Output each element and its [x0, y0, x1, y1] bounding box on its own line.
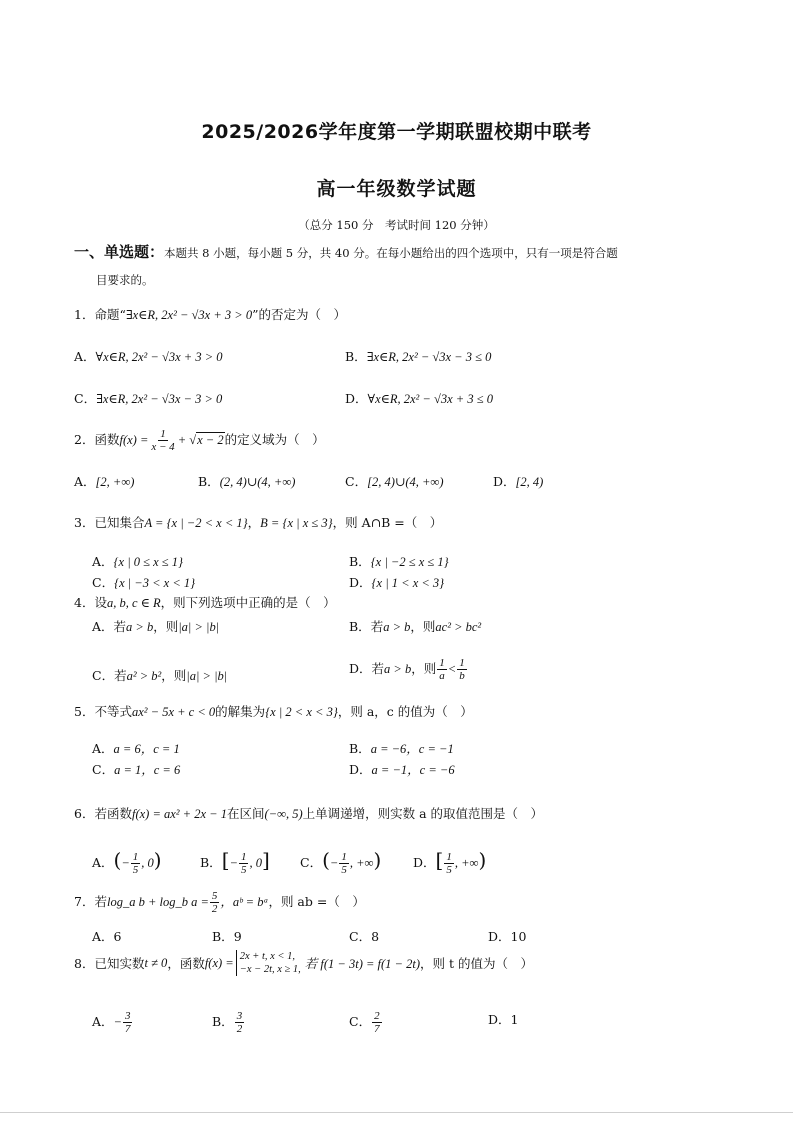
- radicand: x − 2: [197, 433, 224, 447]
- stem-math: + √: [177, 433, 197, 447]
- stem-text: 上单调递增，则实数 a 的取值范围是（ ）: [302, 806, 544, 821]
- fraction-numerator: 1: [446, 851, 452, 863]
- option-2a[interactable]: [74, 472, 134, 490]
- option-7c[interactable]: [349, 927, 379, 945]
- option-text: a = 1，c = 6: [114, 763, 181, 777]
- option-text: 8: [371, 929, 380, 944]
- option-text: a = −6，c = −1: [370, 742, 454, 756]
- question-number: 3．: [74, 515, 95, 530]
- option-4a[interactable]: [92, 617, 219, 635]
- option-7b[interactable]: [212, 927, 242, 945]
- exam-subject-title: 高一年级数学试题: [316, 178, 477, 200]
- option-label: D．: [488, 929, 511, 944]
- option-math: a > b: [383, 620, 411, 634]
- option-1d[interactable]: [345, 389, 493, 407]
- fraction-numerator: 1: [160, 428, 166, 440]
- fraction-denominator: 5: [240, 864, 247, 876]
- option-label: A．: [92, 554, 114, 569]
- fraction-denominator: x − 4: [151, 441, 175, 453]
- option-math: a > b: [384, 662, 412, 676]
- fraction-numerator: 1: [439, 657, 445, 669]
- option-text: a = −1，c = −6: [371, 763, 455, 777]
- stem-text: 命题“: [94, 307, 126, 322]
- option-5b[interactable]: [349, 739, 454, 757]
- option-label: C．: [300, 855, 323, 870]
- option-label: B．: [200, 855, 222, 870]
- bracket: [: [435, 848, 444, 872]
- option-text: 6: [113, 929, 122, 944]
- exam-info: （总分 150 分 考试时间 120 分钟）: [298, 218, 495, 232]
- option-label: B．: [349, 554, 371, 569]
- option-text: ，则: [411, 661, 437, 676]
- exam-title: 2025/2026学年度第一学期联盟校期中联考: [201, 121, 592, 143]
- stem-text: ，: [247, 515, 261, 530]
- fraction: [372, 1010, 382, 1035]
- option-4d[interactable]: [349, 657, 468, 682]
- option-1a[interactable]: [74, 347, 223, 365]
- option-label: C．: [92, 668, 115, 683]
- stem-text: 不等式: [94, 704, 132, 719]
- option-5c[interactable]: [92, 760, 180, 778]
- stem-text: ，则 A∩B =（ ）: [332, 515, 443, 530]
- option-text: 1: [510, 1012, 519, 1027]
- piecewise-case: 2x + t, x < 1,: [239, 951, 296, 962]
- option-1c[interactable]: [74, 389, 222, 407]
- question-number: 4．: [74, 595, 95, 610]
- option-text: 9: [233, 929, 242, 944]
- option-text: a = 6，c = 1: [113, 742, 180, 756]
- fraction-numerator: 1: [341, 851, 347, 863]
- stem-text: ，则 ab =（ ）: [268, 894, 365, 909]
- question-5: [74, 702, 473, 720]
- option-math: −: [229, 856, 238, 870]
- option-label: C．: [74, 391, 97, 406]
- stem-math: B = {x | x ≤ 3}: [260, 516, 333, 530]
- option-label: C．: [92, 575, 115, 590]
- stem-text: ，则下列选项中正确的是（ ）: [160, 595, 336, 610]
- fraction-denominator: 5: [446, 864, 452, 876]
- question-7: [74, 890, 365, 915]
- stem-text: 若函数: [94, 806, 132, 821]
- option-4c[interactable]: [92, 666, 227, 684]
- option-8b[interactable]: [212, 1010, 245, 1035]
- stem-text: ，函数: [167, 956, 205, 971]
- option-8c[interactable]: [349, 1010, 383, 1035]
- question-number: 2．: [74, 432, 95, 447]
- stem-math: 若 f(1 − 3t) = f(1 − 2t): [304, 957, 421, 971]
- question-number: 5．: [74, 704, 95, 719]
- option-math: , 0: [249, 856, 262, 870]
- fraction: [444, 851, 454, 876]
- option-text: [2, +∞): [95, 475, 135, 489]
- bracket: ]: [261, 848, 270, 872]
- stem-text: 在区间: [226, 806, 265, 821]
- option-label: A．: [92, 855, 114, 870]
- bracket: ): [153, 848, 162, 872]
- stem-math: f(x) =: [119, 433, 149, 447]
- option-label: D．: [349, 661, 372, 676]
- option-6a[interactable]: [92, 848, 162, 876]
- option-label: B．: [212, 929, 234, 944]
- fraction-numerator: 3: [124, 1010, 131, 1022]
- fraction: [131, 851, 141, 876]
- question-number: 6．: [74, 806, 95, 821]
- question-number: 1．: [74, 307, 95, 322]
- fraction-numerator: 1: [459, 657, 465, 669]
- option-3a[interactable]: [92, 552, 183, 570]
- option-label: B．: [345, 349, 367, 364]
- bracket: [: [221, 848, 230, 872]
- stem-text: ，则 t 的值为（ ）: [420, 956, 533, 971]
- option-label: C．: [345, 474, 368, 489]
- option-math: <: [447, 662, 457, 676]
- fraction-numerator: 1: [132, 851, 139, 863]
- option-math: , +∞: [349, 856, 374, 870]
- section-heading: [74, 239, 734, 266]
- fraction-denominator: 7: [124, 1023, 131, 1035]
- option-label: B．: [198, 474, 220, 489]
- option-3c[interactable]: [92, 573, 195, 591]
- fraction-denominator: 5: [132, 864, 139, 876]
- stem-text: 设: [94, 595, 107, 610]
- stem-math: (−∞, 5): [264, 807, 303, 821]
- option-text: 若: [113, 619, 127, 634]
- option-text: (2, 4)∪(4, +∞): [219, 475, 296, 489]
- fraction: [235, 1010, 245, 1035]
- option-label: A．: [92, 929, 114, 944]
- option-6c[interactable]: [300, 848, 381, 876]
- piecewise-brace: [236, 950, 301, 976]
- question-number: 8．: [74, 956, 95, 971]
- option-math: , +∞: [454, 856, 479, 870]
- option-math: −: [329, 856, 339, 870]
- fraction-denominator: 7: [374, 1023, 380, 1035]
- stem-text: ，则 a，c 的值为（ ）: [337, 704, 473, 719]
- section-instructions: 本题共 8 小题，每小题 5 分，共 40 分。在每小题给出的四个选项中，只有一项是符合题: [164, 246, 618, 260]
- option-text: {x | −2 ≤ x ≤ 1}: [370, 555, 449, 569]
- option-math: −: [121, 856, 130, 870]
- fraction: [437, 657, 447, 682]
- stem-math: ax² − 5x + c < 0: [131, 705, 216, 719]
- fraction: [239, 851, 249, 876]
- stem-text: 若: [94, 894, 107, 909]
- fraction-denominator: 2: [236, 1023, 243, 1035]
- option-text: ，则: [161, 668, 187, 683]
- option-text: {x | 1 < x < 3}: [371, 576, 445, 590]
- option-text: {x | −3 < x < 1}: [114, 576, 196, 590]
- section-title: 一、单选题：: [74, 243, 165, 261]
- option-4b[interactable]: [349, 617, 481, 635]
- option-7a[interactable]: [92, 927, 121, 945]
- option-math: a > b: [126, 620, 154, 634]
- option-label: D．: [345, 391, 368, 406]
- option-text: 10: [510, 929, 527, 944]
- stem-math: a, b, c ∈ R: [106, 596, 161, 610]
- question-6: [74, 804, 543, 822]
- option-label: B．: [349, 741, 371, 756]
- question-1: [74, 305, 346, 323]
- option-text: {x | 0 ≤ x ≤ 1}: [113, 555, 184, 569]
- option-5a[interactable]: [92, 739, 180, 757]
- bracket: (: [322, 848, 330, 872]
- fraction: [210, 890, 220, 915]
- option-label: A．: [92, 1014, 114, 1029]
- option-text: ∃x∈R, 2x² − √3x − 3 > 0: [96, 392, 223, 406]
- stem-text: 函数: [94, 432, 120, 447]
- option-2d[interactable]: [493, 472, 543, 490]
- fraction: [149, 428, 176, 453]
- option-text: ∃x∈R, 2x² − √3x − 3 ≤ 0: [366, 350, 492, 364]
- stem-math: f(x) = ax² + 2x − 1: [131, 807, 227, 821]
- option-math: , 0: [141, 856, 154, 870]
- fraction-numerator: 3: [236, 1010, 243, 1022]
- question-4: [74, 593, 336, 611]
- option-math: |a| > |b|: [186, 669, 228, 683]
- option-math: −: [113, 1015, 122, 1029]
- stem-math: ，aᵇ = bᵃ: [220, 895, 269, 909]
- stem-math: t ≠ 0: [144, 955, 168, 970]
- option-text: ，则: [410, 619, 436, 634]
- option-6d[interactable]: [413, 848, 486, 876]
- option-label: C．: [349, 929, 372, 944]
- option-label: B．: [349, 619, 371, 634]
- fraction: [457, 657, 467, 682]
- option-6b[interactable]: [200, 848, 270, 876]
- question-number: 7．: [74, 894, 95, 909]
- piecewise-case: −x − 2t, x ≥ 1,: [239, 964, 301, 975]
- option-label: A．: [92, 741, 114, 756]
- option-2b[interactable]: [198, 472, 295, 490]
- fraction-denominator: 5: [341, 864, 347, 876]
- option-label: C．: [92, 762, 115, 777]
- stem-math: A = {x | −2 < x < 1}: [144, 516, 248, 530]
- option-label: D．: [488, 1012, 511, 1027]
- bracket: ): [478, 848, 487, 872]
- option-label: A．: [92, 619, 114, 634]
- stem-math: {x | 2 < x < 3}: [265, 705, 338, 719]
- option-label: A．: [74, 474, 96, 489]
- option-label: D．: [493, 474, 516, 489]
- option-label: B．: [212, 1014, 234, 1029]
- stem-text: 已知集合: [94, 515, 145, 530]
- fraction-denominator: b: [459, 670, 465, 682]
- question-3: [74, 513, 442, 531]
- option-1b[interactable]: [345, 347, 491, 365]
- fraction-numerator: 1: [240, 851, 247, 863]
- stem-text: 的定义域为（ ）: [224, 432, 325, 447]
- fraction-denominator: 2: [211, 903, 218, 915]
- fraction-numerator: 5: [211, 890, 218, 902]
- option-8d[interactable]: [488, 1010, 518, 1028]
- bracket: (: [113, 848, 122, 872]
- bracket: ): [373, 848, 382, 872]
- option-math: ac² > bc²: [435, 620, 482, 634]
- fraction-denominator: a: [439, 670, 445, 682]
- option-label: C．: [349, 1014, 372, 1029]
- stem-math: f(x) =: [204, 955, 234, 970]
- option-label: D．: [413, 855, 436, 870]
- option-text: 若: [371, 661, 385, 676]
- option-label: D．: [349, 575, 372, 590]
- option-text: ∀x∈R, 2x² − √3x + 3 ≤ 0: [367, 392, 493, 406]
- stem-text: 的解集为: [215, 704, 266, 719]
- option-8a[interactable]: [92, 1010, 133, 1035]
- stem-text: ”的否定为（ ）: [252, 307, 346, 322]
- option-5d[interactable]: [349, 760, 455, 778]
- option-math: a² > b²: [126, 669, 162, 683]
- fraction: [339, 851, 349, 876]
- section-instructions-cont: 目要求的。: [96, 273, 154, 287]
- option-math: |a| > |b|: [178, 620, 220, 634]
- option-3d[interactable]: [349, 573, 444, 591]
- option-7d[interactable]: [488, 927, 526, 945]
- option-2c[interactable]: [345, 472, 444, 490]
- option-text: ∀x∈R, 2x² − √3x + 3 > 0: [95, 350, 223, 364]
- fraction-numerator: 2: [374, 1010, 380, 1022]
- fraction: [123, 1010, 133, 1035]
- stem-text: 已知实数: [94, 956, 145, 971]
- stem-math: ∃x∈R, 2x² − √3x + 3 > 0: [125, 308, 253, 322]
- question-2: [74, 428, 325, 453]
- option-label: A．: [74, 349, 96, 364]
- option-label: D．: [349, 762, 372, 777]
- option-text: ，则: [153, 619, 179, 634]
- option-text: 若: [114, 668, 127, 683]
- page-bottom-divider: [0, 1112, 793, 1113]
- question-8: [74, 950, 533, 976]
- option-text: [2, 4): [515, 475, 544, 489]
- option-3b[interactable]: [349, 552, 449, 570]
- option-text: 若: [370, 619, 384, 634]
- option-text: [2, 4)∪(4, +∞): [367, 475, 444, 489]
- stem-math: log_a b + log_b a =: [106, 895, 209, 909]
